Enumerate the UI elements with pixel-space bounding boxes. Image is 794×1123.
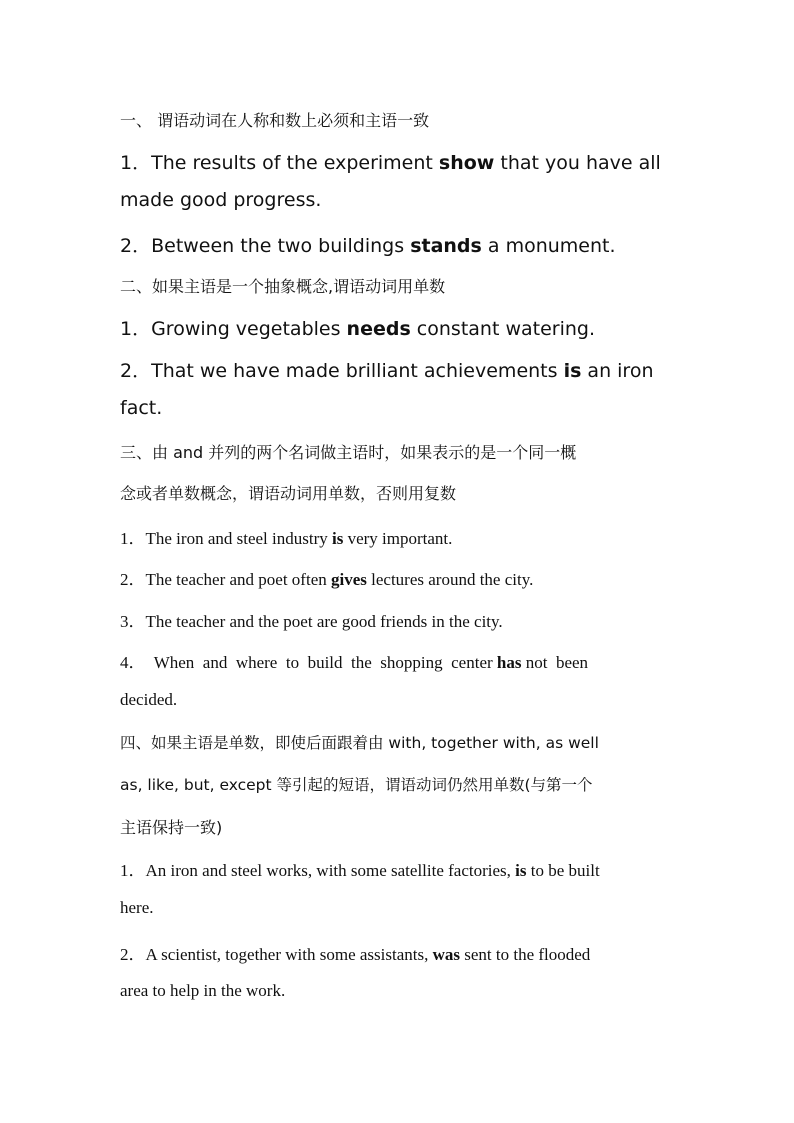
text: 2．The teacher and poet often bbox=[120, 570, 331, 589]
verb-highlight: show bbox=[438, 152, 495, 174]
text: 1．The results of the experiment bbox=[120, 152, 439, 174]
section-1-example-1-cont: made good progress. bbox=[120, 189, 322, 211]
text: to be built bbox=[526, 861, 600, 880]
verb-highlight: is bbox=[332, 529, 344, 548]
text: an iron bbox=[581, 360, 654, 382]
section-4-example-2-cont: area to help in the work. bbox=[120, 981, 286, 1000]
verb-highlight: has bbox=[496, 653, 522, 672]
section-3-example-4-cont: decided. bbox=[120, 690, 178, 709]
section-4-heading-line-3: 主语保持一致) bbox=[120, 818, 223, 837]
section-4-heading-line-2: as, like, but, except 等引起的短语，谓语动词仍然用单数(与第一个 bbox=[120, 776, 593, 794]
text: 1．The iron and steel industry bbox=[120, 529, 332, 548]
section-3-heading-line-2: 念或者单数概念，谓语动词用单数，否则用复数 bbox=[120, 484, 457, 503]
verb-highlight: is bbox=[563, 360, 582, 382]
section-3-example-1 bbox=[120, 524, 674, 549]
section-2-example-1 bbox=[120, 314, 674, 341]
text: lectures around the city. bbox=[366, 570, 534, 589]
section-4-example-1-cont: here. bbox=[120, 898, 154, 917]
section-2-example-2-cont: fact. bbox=[120, 397, 163, 419]
text: 1．An iron and steel works, with some satellite factories, bbox=[120, 861, 516, 880]
section-3-example-2 bbox=[120, 565, 674, 590]
text: 4． When and where to build the shopping center bbox=[120, 653, 497, 672]
text: a monument. bbox=[481, 235, 616, 257]
section-4-heading-line-1: 四、如果主语是单数，即使后面跟着由 with, together with, as well bbox=[120, 734, 599, 752]
section-2-example-2 bbox=[120, 356, 674, 383]
text: 2．A scientist, together with some assistants, bbox=[120, 945, 433, 964]
text: 1．Growing vegetables bbox=[120, 318, 347, 340]
verb-highlight: gives bbox=[331, 570, 367, 589]
verb-highlight: is bbox=[515, 861, 527, 880]
section-1-example-2 bbox=[120, 231, 674, 258]
section-3-heading-line-1: 三、由 and 并列的两个名词做主语时，如果表示的是一个同一概 bbox=[120, 443, 577, 462]
section-1-example-1 bbox=[120, 148, 674, 175]
text: 2．That we have made brilliant achievements bbox=[120, 360, 564, 382]
text: sent to the flooded bbox=[460, 945, 591, 964]
text: 2．Between the two buildings bbox=[120, 235, 411, 257]
verb-highlight: needs bbox=[346, 318, 411, 340]
text: not been bbox=[521, 653, 589, 672]
section-3-example-3: 3．The teacher and the poet are good friends in the city. bbox=[120, 612, 503, 631]
section-4-example-2 bbox=[120, 940, 674, 965]
section-3-example-4 bbox=[120, 648, 674, 673]
text: that you have all bbox=[494, 152, 661, 174]
text: constant watering. bbox=[410, 318, 595, 340]
section-2-heading: 二、如果主语是一个抽象概念,谓语动词用单数 bbox=[120, 277, 446, 296]
text: very important. bbox=[343, 529, 453, 548]
section-4-example-1 bbox=[120, 856, 674, 881]
verb-highlight: was bbox=[432, 945, 460, 964]
verb-highlight: stands bbox=[410, 235, 482, 257]
section-1-heading: 一、 谓语动词在人称和数上必须和主语一致 bbox=[120, 111, 430, 130]
